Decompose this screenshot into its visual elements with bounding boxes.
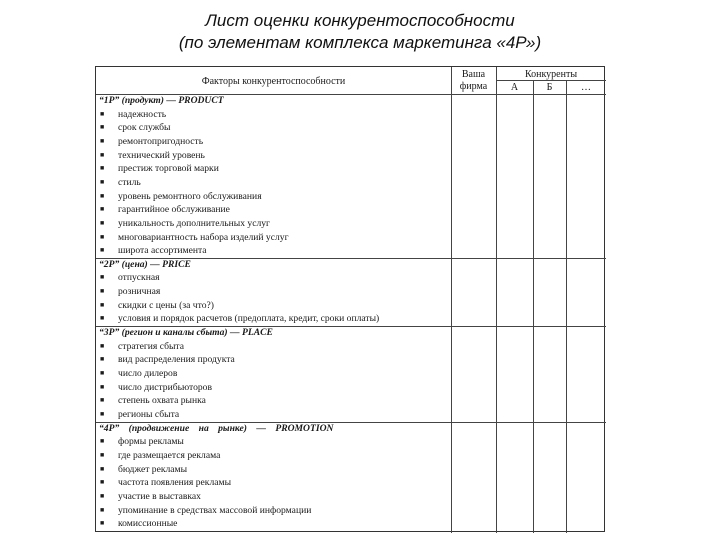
factor-item (96, 204, 451, 215)
factors-column-header: Факторы конкурентоспособности (201, 76, 346, 87)
our-firm-header-line1: Ваша (461, 69, 486, 80)
our-firm-header-line2: фирма (459, 81, 488, 92)
factor-item (96, 505, 451, 516)
factor-item-label: частота появления рекламы (118, 477, 232, 489)
section-heading (96, 423, 451, 434)
bullet-icon: ■ (100, 191, 105, 200)
bullet-icon: ■ (100, 246, 105, 255)
factor-item-label: число дилеров (118, 368, 178, 379)
section-heading-label: “1Р” (продукт) — PRODUCT (99, 95, 224, 106)
bullet-icon: ■ (100, 341, 105, 350)
factor-item (96, 409, 451, 420)
factor-item (96, 382, 451, 393)
factor-item-label: уникальность дополнительных услуг (118, 217, 270, 229)
bullet-icon: ■ (100, 150, 105, 159)
bullet-icon: ■ (100, 123, 105, 132)
factor-item (96, 518, 451, 529)
factor-item-label: ремонтопригодность (118, 135, 204, 147)
factor-item-label: многовариантность набора изделий услуг (118, 231, 289, 243)
bullet-icon: ■ (100, 505, 105, 514)
bullet-icon: ■ (100, 273, 105, 282)
bullet-icon: ■ (100, 450, 105, 459)
column-divider-a (533, 80, 534, 533)
factor-item (96, 450, 451, 461)
factor-item-label: где размещается реклама (118, 449, 221, 461)
factor-item (96, 245, 451, 256)
bullet-icon: ■ (100, 300, 105, 309)
factor-item-label: степень охвата рынка (118, 395, 206, 407)
factor-item-label: широта ассортимента (118, 245, 207, 257)
factor-item (96, 491, 451, 502)
factor-item (96, 272, 451, 283)
factor-item (96, 341, 451, 352)
factor-item-label: упоминание в средствах массовой информации (118, 504, 312, 516)
column-divider-firm (496, 67, 497, 533)
factor-item-label: скидки с цены (за что?) (118, 299, 214, 311)
bullet-icon: ■ (100, 382, 105, 391)
column-divider-factors (451, 67, 452, 533)
section-heading (96, 327, 451, 338)
section-heading-label: “2Р” (цена) — PRICE (99, 258, 191, 270)
section-heading (96, 259, 451, 270)
factor-item-label: срок службы (118, 122, 171, 134)
bullet-icon: ■ (100, 437, 105, 446)
factor-item (96, 136, 451, 147)
competitor-more-header: … (581, 82, 591, 93)
bullet-icon: ■ (100, 218, 105, 227)
column-divider-b (566, 80, 567, 533)
document-title-line2: (по элементам комплекса маркетинга «4Р») (178, 33, 542, 52)
bullet-icon: ■ (100, 287, 105, 296)
bullet-icon: ■ (100, 491, 105, 500)
competitors-subheader-rule (496, 80, 606, 81)
factor-item (96, 218, 451, 229)
factor-item-label: регионы сбыта (118, 408, 180, 420)
factor-item (96, 177, 451, 188)
competitor-b-header: Б (546, 82, 553, 93)
factor-item-label: вид распределения продукта (118, 354, 235, 366)
factor-item-label: престиж торговой марки (118, 163, 219, 175)
factor-item (96, 191, 451, 202)
factor-item-label: розничная (118, 286, 161, 298)
factor-item (96, 464, 451, 475)
bullet-icon: ■ (100, 136, 105, 145)
bullet-icon: ■ (100, 369, 105, 377)
factor-item (96, 150, 451, 161)
factor-item (96, 368, 451, 379)
competitors-header: Конкуренты (524, 69, 578, 80)
bullet-icon: ■ (100, 464, 105, 473)
bullet-icon: ■ (100, 396, 105, 405)
factor-item-label: гарантийное обслуживание (118, 204, 230, 216)
factor-item-label: формы рекламы (118, 436, 184, 448)
bullet-icon: ■ (100, 314, 105, 323)
factor-item-label: число дистрибьюторов (118, 381, 212, 393)
section-heading-label: “4Р” (продвижение на рынке) — PROMOTION (99, 422, 334, 434)
bullet-icon: ■ (100, 519, 105, 528)
factor-item (96, 286, 451, 297)
factor-item (96, 163, 451, 174)
factor-item (96, 300, 451, 311)
competitiveness-table (95, 66, 605, 532)
bullet-icon: ■ (100, 232, 105, 241)
document-title-line1: Лист оценки конкурентоспособности (205, 11, 515, 30)
factor-item (96, 109, 451, 120)
competitor-a-header: А (510, 82, 519, 93)
factor-item-label: технический уровень (118, 149, 205, 161)
section-heading-label: “3Р” (регион и каналы сбыта) — PLACE (99, 327, 273, 339)
factor-item-label: бюджет рекламы (118, 463, 188, 475)
factor-item (96, 436, 451, 447)
bullet-icon: ■ (100, 409, 105, 418)
bullet-icon: ■ (100, 177, 105, 186)
factor-item-label: стратегия сбыта (118, 340, 184, 352)
factor-item (96, 122, 451, 133)
factor-item-label: отпускная (118, 272, 160, 284)
factor-item (96, 477, 451, 488)
section-heading (96, 95, 451, 106)
factor-item-label: условия и порядок расчетов (предоплата, кредит, сроки оплаты) (118, 313, 380, 325)
factor-item-label: участие в выставках (118, 490, 201, 502)
factor-item-label: комиссионные (118, 518, 178, 530)
factor-item (96, 395, 451, 406)
bullet-icon: ■ (100, 478, 105, 487)
factor-item (96, 232, 451, 243)
bullet-icon: ■ (100, 109, 105, 118)
factor-item-label: стиль (118, 176, 141, 188)
bullet-icon: ■ (100, 355, 105, 364)
bullet-icon: ■ (100, 205, 105, 214)
bullet-icon: ■ (100, 164, 105, 173)
factor-item-label: надежность (118, 108, 167, 120)
factor-item-label: уровень ремонтного обслуживания (118, 190, 262, 202)
factor-item (96, 354, 451, 365)
factor-item (96, 313, 451, 324)
